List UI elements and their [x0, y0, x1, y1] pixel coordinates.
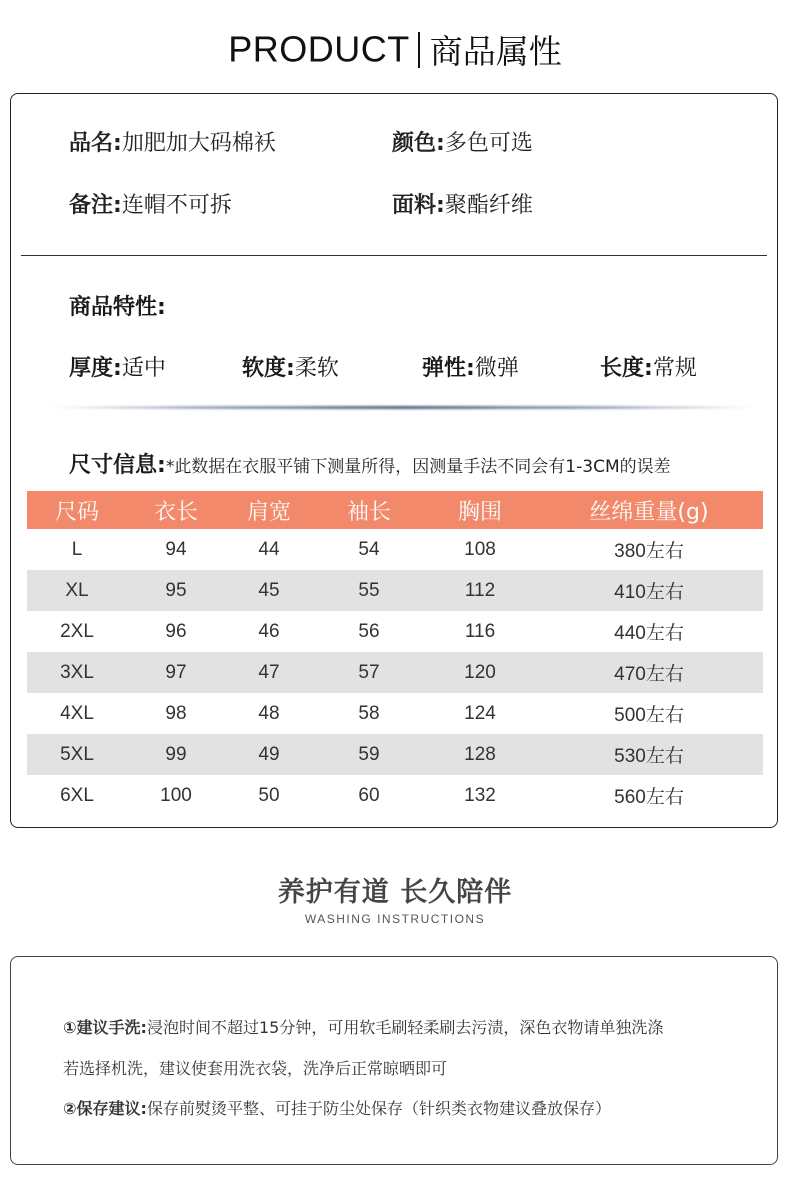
- storage-line: [63, 1096, 611, 1119]
- cell-size: 2XL: [60, 620, 94, 642]
- size-info-note: *此数据在衣服平铺下测量所得，因测量手法不同会有1-3CM的误差: [165, 457, 671, 477]
- cell-shoulder: 46: [258, 620, 280, 642]
- title-cn: 商品属性: [429, 32, 562, 71]
- attr-color: [392, 126, 533, 157]
- attr-color-label: 颜色:: [392, 131, 445, 156]
- table-row: [27, 529, 763, 570]
- cell-length: 97: [127, 652, 225, 693]
- cell-chest: 108: [464, 538, 496, 560]
- cell-fill-weight: 470左右: [535, 652, 763, 693]
- cell-size: 5XL: [27, 734, 127, 775]
- cell-chest: 120: [425, 652, 535, 693]
- feature-softness-label: 软度:: [242, 356, 295, 381]
- size-info-label: 尺寸信息:: [69, 453, 166, 478]
- section-divider: [21, 255, 767, 256]
- cell-length: 95: [127, 570, 225, 611]
- attr-name: [69, 126, 276, 157]
- cell-fill-weight: 500左右: [614, 705, 684, 726]
- header-length: 衣长: [127, 491, 225, 529]
- storage-label: ②保存建议:: [63, 1099, 147, 1118]
- cell-sleeve: 59: [313, 734, 425, 775]
- cell-shoulder: 44: [258, 538, 280, 560]
- table-row: [27, 775, 763, 816]
- feature-softness-value: 柔软: [294, 356, 339, 381]
- table-row: [27, 652, 763, 693]
- attr-remark: [69, 188, 232, 219]
- attr-fabric: [392, 188, 533, 219]
- care-subtitle: WASHING INSTRUCTIONS: [304, 912, 486, 926]
- cell-chest: 124: [464, 702, 496, 724]
- care-title: 养护有道 长久陪伴: [277, 877, 513, 908]
- washing-instructions-panel: [10, 956, 778, 1165]
- size-table: [27, 491, 763, 816]
- cell-fill-weight: 440左右: [614, 623, 684, 644]
- cell-sleeve: 55: [313, 570, 425, 611]
- feature-elasticity-label: 弹性:: [422, 356, 475, 381]
- cell-fill-weight: 560左右: [614, 787, 684, 808]
- feature-length-value: 常规: [652, 356, 697, 381]
- cell-sleeve: 54: [358, 538, 380, 560]
- product-attributes-panel: [10, 93, 778, 828]
- table-row: [27, 570, 763, 611]
- page-header: [0, 26, 790, 74]
- table-row: [27, 611, 763, 652]
- feature-thickness-value: 适中: [121, 356, 166, 381]
- cell-size: L: [71, 538, 83, 560]
- hand-wash-text: 浸泡时间不超过15分钟，可用软毛刷轻柔刷去污渍，深色衣物请单独洗涤: [146, 1018, 664, 1037]
- feature-elasticity: [422, 351, 519, 382]
- cell-size: 6XL: [60, 784, 94, 806]
- header-size: 尺码: [27, 491, 127, 529]
- title-separator: [418, 32, 420, 68]
- attr-name-label: 品名:: [69, 131, 122, 156]
- cell-chest: 128: [425, 734, 535, 775]
- cell-length: 98: [165, 702, 187, 724]
- attr-fabric-value: 聚酯纤维: [444, 193, 533, 218]
- cell-shoulder: 47: [225, 652, 313, 693]
- feature-elasticity-value: 微弹: [474, 356, 519, 381]
- cell-size: XL: [27, 570, 127, 611]
- cell-shoulder: 45: [225, 570, 313, 611]
- cell-chest: 132: [464, 784, 496, 806]
- cell-sleeve: 60: [358, 784, 380, 806]
- features-title: 商品特性:: [69, 295, 166, 320]
- feature-length: [600, 351, 697, 382]
- header-sleeve: 袖长: [313, 491, 425, 529]
- header-fill-weight: 丝绵重量(g): [535, 491, 763, 529]
- table-row: [27, 693, 763, 734]
- cell-size: 3XL: [27, 652, 127, 693]
- cell-length: 96: [165, 620, 187, 642]
- hand-wash-label: ①建议手洗:: [63, 1018, 147, 1037]
- cell-shoulder: 50: [258, 784, 280, 806]
- hand-wash-line: [63, 1015, 663, 1038]
- cell-sleeve: 58: [358, 702, 380, 724]
- cell-fill-weight: 380左右: [614, 541, 684, 562]
- cell-shoulder: 49: [225, 734, 313, 775]
- storage-text: 保存前熨烫平整、可挂于防尘处保存（针织类衣物建议叠放保存）: [146, 1099, 611, 1118]
- cell-length: 100: [160, 784, 192, 806]
- cell-fill-weight: 410左右: [535, 570, 763, 611]
- cell-size: 4XL: [60, 702, 94, 724]
- title-en: PRODUCT: [228, 28, 410, 70]
- decorative-wave-divider: [41, 406, 765, 409]
- attr-color-value: 多色可选: [444, 131, 533, 156]
- cell-sleeve: 56: [358, 620, 380, 642]
- attr-remark-value: 连帽不可拆: [121, 193, 232, 218]
- cell-length: 99: [127, 734, 225, 775]
- size-info-title: [69, 448, 671, 479]
- cell-shoulder: 48: [258, 702, 280, 724]
- table-row: [27, 734, 763, 775]
- cell-chest: 116: [464, 620, 496, 642]
- attr-remark-label: 备注:: [69, 193, 122, 218]
- header-shoulder: 肩宽: [225, 491, 313, 529]
- feature-length-label: 长度:: [600, 356, 653, 381]
- cell-sleeve: 57: [313, 652, 425, 693]
- feature-thickness: [69, 351, 166, 382]
- size-table-header: [27, 491, 763, 529]
- feature-softness: [242, 351, 339, 382]
- header-chest: 胸围: [425, 491, 535, 529]
- machine-wash-line: 若选择机洗，建议使套用洗衣袋，洗净后正常晾晒即可: [63, 1059, 448, 1078]
- feature-thickness-label: 厚度:: [69, 356, 122, 381]
- attr-name-value: 加肥加大码棉袄: [121, 131, 276, 156]
- cell-length: 94: [165, 538, 187, 560]
- attr-fabric-label: 面料:: [392, 193, 445, 218]
- cell-fill-weight: 530左右: [535, 734, 763, 775]
- cell-chest: 112: [425, 570, 535, 611]
